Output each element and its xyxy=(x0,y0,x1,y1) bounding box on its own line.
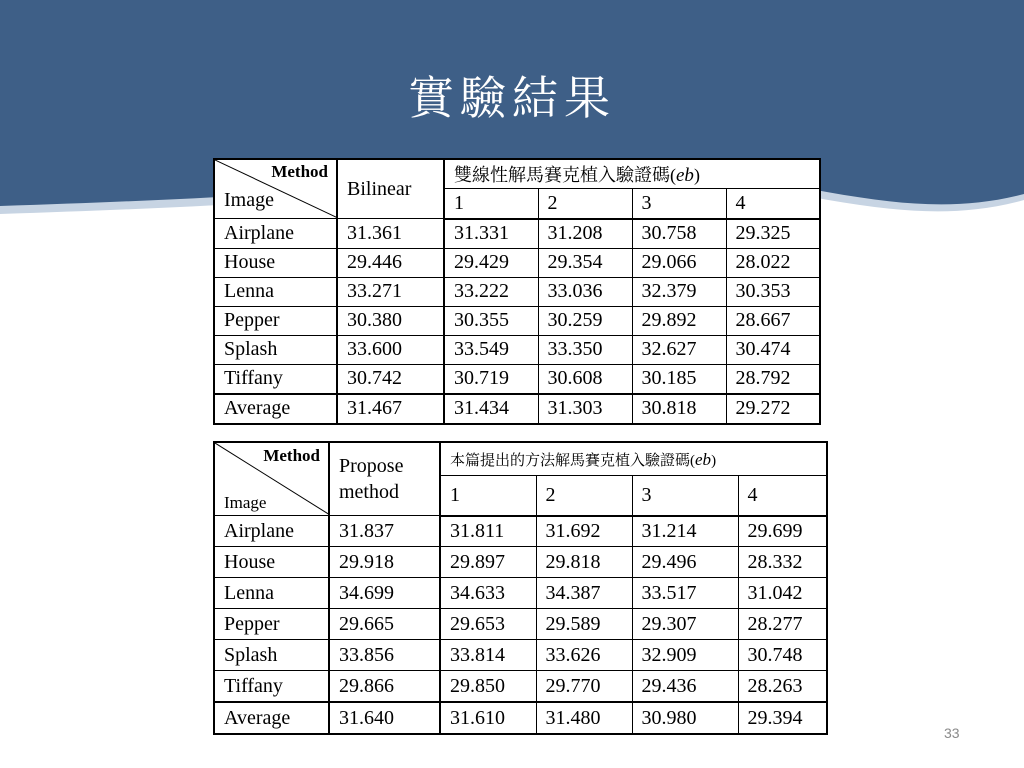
value-cell: 31.610 xyxy=(440,702,536,734)
value-cell: 29.818 xyxy=(536,547,632,578)
table-row xyxy=(214,335,820,364)
table-row xyxy=(214,547,827,578)
value-cell: 29.892 xyxy=(632,306,726,335)
subheader-cell: 2 xyxy=(538,189,632,219)
value-cell: 28.022 xyxy=(726,248,820,277)
row-image-name: Pepper xyxy=(214,609,329,640)
value-cell: 29.653 xyxy=(440,609,536,640)
value-cell: 30.758 xyxy=(632,219,726,249)
row-image-name: Average xyxy=(214,394,337,424)
value-cell: 34.387 xyxy=(536,578,632,609)
value-cell: 31.837 xyxy=(329,516,440,547)
value-cell: 33.549 xyxy=(444,335,538,364)
table-row xyxy=(214,248,820,277)
value-cell: 30.608 xyxy=(538,364,632,394)
table-header-row xyxy=(214,442,827,476)
value-cell: 29.665 xyxy=(329,609,440,640)
row-image-name: Tiffany xyxy=(214,364,337,394)
value-cell: 30.742 xyxy=(337,364,444,394)
value-cell: 28.792 xyxy=(726,364,820,394)
corner-method-label: Method xyxy=(263,446,320,465)
value-cell: 32.379 xyxy=(632,277,726,306)
value-cell: 30.380 xyxy=(337,306,444,335)
value-cell: 28.667 xyxy=(726,306,820,335)
value-cell: 30.185 xyxy=(632,364,726,394)
row-image-name: Tiffany xyxy=(214,671,329,703)
row-image-name: Average xyxy=(214,702,329,734)
value-cell: 31.467 xyxy=(337,394,444,424)
value-cell: 30.353 xyxy=(726,277,820,306)
value-cell: 29.866 xyxy=(329,671,440,703)
value-cell: 30.259 xyxy=(538,306,632,335)
average-row xyxy=(214,702,827,734)
value-cell: 30.355 xyxy=(444,306,538,335)
row-image-name: Airplane xyxy=(214,516,329,547)
value-cell: 33.814 xyxy=(440,640,536,671)
value-cell: 28.332 xyxy=(738,547,827,578)
value-cell: 29.699 xyxy=(738,516,827,547)
value-cell: 30.474 xyxy=(726,335,820,364)
value-cell: 29.272 xyxy=(726,394,820,424)
value-cell: 32.909 xyxy=(632,640,738,671)
value-cell: 29.589 xyxy=(536,609,632,640)
table-row xyxy=(214,364,820,394)
value-cell: 31.361 xyxy=(337,219,444,249)
subheader-cell: 4 xyxy=(738,476,827,516)
baseline-column-header: Propose method xyxy=(329,442,440,516)
row-image-name: Airplane xyxy=(214,219,337,249)
value-cell: 29.496 xyxy=(632,547,738,578)
row-image-name: Lenna xyxy=(214,578,329,609)
value-cell: 33.271 xyxy=(337,277,444,306)
value-cell: 29.918 xyxy=(329,547,440,578)
value-cell: 33.626 xyxy=(536,640,632,671)
table-row xyxy=(214,640,827,671)
value-cell: 31.811 xyxy=(440,516,536,547)
subheader-cell: 1 xyxy=(440,476,536,516)
corner-method-label: Method xyxy=(271,162,328,181)
value-cell: 30.980 xyxy=(632,702,738,734)
proposed-results-table xyxy=(213,441,828,735)
value-cell: 31.042 xyxy=(738,578,827,609)
row-image-name: Lenna xyxy=(214,277,337,306)
value-cell: 33.222 xyxy=(444,277,538,306)
value-cell: 31.208 xyxy=(538,219,632,249)
value-cell: 31.480 xyxy=(536,702,632,734)
corner-image-label: Image xyxy=(224,493,267,512)
subheader-cell: 4 xyxy=(726,189,820,219)
value-cell: 29.429 xyxy=(444,248,538,277)
value-cell: 29.394 xyxy=(738,702,827,734)
value-cell: 31.640 xyxy=(329,702,440,734)
table-row xyxy=(214,609,827,640)
baseline-column-header: Bilinear xyxy=(337,159,444,219)
table-header-row xyxy=(214,159,820,189)
subheader-cell: 3 xyxy=(632,189,726,219)
value-cell: 29.446 xyxy=(337,248,444,277)
corner-header-cell xyxy=(214,442,329,516)
value-cell: 32.627 xyxy=(632,335,726,364)
group-column-header: 本篇提出的方法解馬賽克植入驗證碼(eb) xyxy=(440,442,827,476)
corner-image-label: Image xyxy=(224,189,274,211)
table-row xyxy=(214,219,820,249)
row-image-name: Splash xyxy=(214,335,337,364)
value-cell: 34.699 xyxy=(329,578,440,609)
table-row xyxy=(214,578,827,609)
value-cell: 33.350 xyxy=(538,335,632,364)
value-cell: 33.856 xyxy=(329,640,440,671)
subheader-cell: 2 xyxy=(536,476,632,516)
value-cell: 29.436 xyxy=(632,671,738,703)
table-row xyxy=(214,671,827,703)
group-column-header: 雙線性解馬賽克植入驗證碼(eb) xyxy=(444,159,820,189)
value-cell: 29.850 xyxy=(440,671,536,703)
bilinear-results-table xyxy=(213,158,821,425)
value-cell: 31.303 xyxy=(538,394,632,424)
value-cell: 28.263 xyxy=(738,671,827,703)
row-image-name: Splash xyxy=(214,640,329,671)
subheader-cell: 3 xyxy=(632,476,738,516)
value-cell: 33.036 xyxy=(538,277,632,306)
value-cell: 28.277 xyxy=(738,609,827,640)
page-number: 33 xyxy=(944,725,960,741)
value-cell: 30.719 xyxy=(444,364,538,394)
value-cell: 29.770 xyxy=(536,671,632,703)
value-cell: 31.692 xyxy=(536,516,632,547)
value-cell: 29.325 xyxy=(726,219,820,249)
corner-header-cell xyxy=(214,159,337,219)
subheader-cell: 1 xyxy=(444,189,538,219)
table-row xyxy=(214,277,820,306)
value-cell: 34.633 xyxy=(440,578,536,609)
value-cell: 31.214 xyxy=(632,516,738,547)
value-cell: 30.748 xyxy=(738,640,827,671)
value-cell: 29.307 xyxy=(632,609,738,640)
value-cell: 30.818 xyxy=(632,394,726,424)
row-image-name: House xyxy=(214,248,337,277)
value-cell: 31.331 xyxy=(444,219,538,249)
average-row xyxy=(214,394,820,424)
table-row xyxy=(214,516,827,547)
value-cell: 29.354 xyxy=(538,248,632,277)
table-row xyxy=(214,306,820,335)
row-image-name: House xyxy=(214,547,329,578)
value-cell: 31.434 xyxy=(444,394,538,424)
value-cell: 33.517 xyxy=(632,578,738,609)
slide-title: 實驗結果 xyxy=(408,71,616,125)
value-cell: 29.066 xyxy=(632,248,726,277)
value-cell: 33.600 xyxy=(337,335,444,364)
value-cell: 29.897 xyxy=(440,547,536,578)
row-image-name: Pepper xyxy=(214,306,337,335)
